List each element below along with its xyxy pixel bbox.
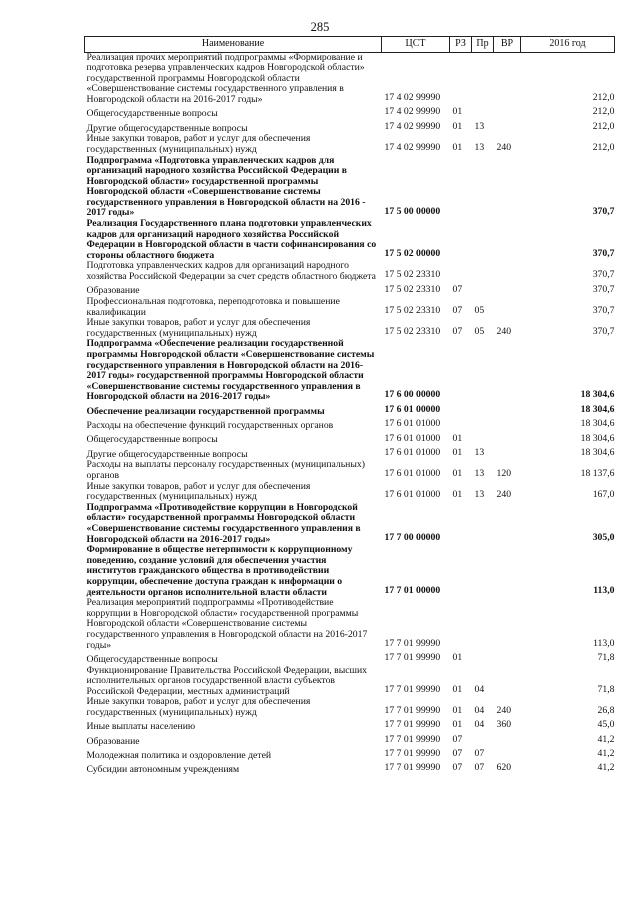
table-row (85, 666, 615, 698)
cell-cst: 17 7 01 00000 (384, 584, 441, 596)
cell-name: Реализация прочих мероприятий подпрограммы «Формирование и подготовка резерва управленческих кадров Новгородской области» государственной программы Новгородской области «Совершенствование системы государственного управления в Новгородской области на 2016-2017 годы» (86, 51, 365, 105)
cell-rz: 01 (452, 489, 463, 501)
cell-sum: 212,0 (592, 120, 615, 132)
cell-sum: 18 304,6 (580, 446, 615, 458)
cell-sum: 370,7 (592, 325, 615, 337)
cell-pr (472, 651, 494, 665)
cell-pr (472, 261, 494, 282)
cell-pr: 13 (474, 446, 485, 458)
cell-rz: 07 (452, 733, 463, 745)
cell-pr (472, 52, 494, 105)
cell-cst: 17 7 01 99990 (384, 719, 441, 731)
cell-cst: 17 7 01 99990 (384, 748, 441, 760)
cell-rz: 01 (452, 719, 463, 731)
table-row (85, 762, 615, 776)
table-row (85, 417, 615, 431)
table-row (85, 134, 615, 155)
cell-vr (494, 503, 521, 545)
cell-cst: 17 4 02 99990 (384, 106, 441, 118)
cell-name: Иные закупки товаров, работ и услуг для обеспечения государственных (муниципальных) нужд (86, 317, 311, 339)
table-body (85, 52, 615, 776)
cell-sum: 167,0 (592, 489, 615, 501)
cell-pr: 05 (474, 304, 485, 316)
table-row (85, 339, 615, 403)
cell-rz (450, 598, 472, 651)
cell-sum: 18 304,6 (580, 432, 615, 444)
cell-rz: 01 (452, 106, 463, 118)
table-row (85, 283, 615, 297)
cell-rz: 01 (452, 652, 463, 664)
table-row (85, 651, 615, 665)
cell-cst: 17 4 02 99990 (384, 142, 441, 154)
cell-cst: 17 4 02 99990 (384, 92, 441, 104)
table-row (85, 297, 615, 318)
cell-cst: 17 7 01 99990 (384, 762, 441, 774)
cell-cst: 17 5 02 23310 (384, 304, 441, 316)
cell-rz: 01 (452, 142, 463, 154)
cell-name: Формирование в обществе нетерпимости к коррупционному поведению, создание условий для обеспечения участия институтов гражданского общества в противодействии коррупции, обеспечение доступа граждан к информации о деятельности органов исполнительной власти области (86, 544, 353, 598)
cell-vr (494, 733, 521, 747)
table-row (85, 219, 615, 261)
cell-vr (494, 283, 521, 297)
cell-sum: 370,7 (592, 269, 615, 281)
cell-sum: 212,0 (592, 106, 615, 118)
cell-sum: 45,0 (597, 719, 615, 731)
table-row (85, 403, 615, 417)
cell-name: Обеспечение реализации государственной программы (86, 405, 325, 417)
cell-pr (472, 733, 494, 747)
cell-name: Другие общегосударственные вопросы (86, 448, 248, 460)
table-row (85, 432, 615, 446)
table-row (85, 697, 615, 718)
cell-pr (472, 156, 494, 220)
cell-cst: 17 4 02 99990 (384, 120, 441, 132)
header-year: 2016 год (521, 37, 615, 53)
header-name: Наименование (85, 37, 382, 53)
cell-sum: 71,8 (597, 652, 615, 664)
cell-sum: 41,2 (597, 748, 615, 760)
cell-sum: 18 304,6 (580, 403, 615, 415)
cell-rz: 07 (452, 748, 463, 760)
cell-sum: 305,0 (592, 531, 615, 543)
cell-rz (450, 417, 472, 431)
cell-cst: 17 5 02 23310 (384, 325, 441, 337)
cell-sum: 212,0 (592, 92, 615, 104)
table-row (85, 52, 615, 105)
cell-pr: 13 (474, 468, 485, 480)
cell-name: Общегосударственные вопросы (86, 108, 218, 120)
page-number: 285 (310, 20, 330, 34)
cell-cst: 17 5 02 23310 (384, 283, 441, 295)
cell-sum: 18 304,6 (580, 418, 615, 430)
cell-cst: 17 6 01 01000 (384, 468, 441, 480)
cell-rz: 01 (452, 432, 463, 444)
cell-name: Иные закупки товаров, работ и услуг для обеспечения государственных (муниципальных) нужд (86, 480, 311, 503)
cell-pr (472, 339, 494, 403)
cell-pr (472, 503, 494, 545)
cell-name: Иные закупки товаров, работ и услуг для обеспечения государственных (муниципальных) нужд (86, 696, 311, 718)
cell-sum: 41,2 (597, 762, 615, 774)
cell-name: Другие общегосударственные вопросы (86, 122, 248, 134)
header-cst: ЦСТ (382, 37, 450, 53)
cell-pr (472, 432, 494, 446)
cell-vr (494, 432, 521, 446)
cell-vr (494, 747, 521, 761)
cell-name: Подпрограмма «Обеспечение реализации государственной программы Новгородской области «Совершенствование системы государственного управления в Новгородской области на 2016-2017 годы» государственной программы Новгородской области «Совершенствование системы государственного управления в Новгородской области на 2016-2017 годы» (86, 338, 375, 403)
cell-cst: 17 7 01 99990 (384, 683, 441, 695)
cell-cst: 17 6 00 00000 (384, 389, 441, 401)
cell-sum: 370,7 (592, 283, 615, 295)
table-row (85, 446, 615, 460)
cell-vr (494, 446, 521, 460)
cell-name: Подготовка управленческих кадров для организаций народного хозяйства Российской Федерации за счет средств областного бюджета (86, 260, 376, 283)
cell-cst: 17 7 00 00000 (384, 531, 441, 543)
cell-cst: 17 6 01 00000 (384, 403, 441, 415)
cell-pr (472, 403, 494, 417)
cell-name: Иные выплаты населению (86, 721, 196, 733)
cell-rz (450, 545, 472, 598)
table-row (85, 747, 615, 761)
cell-pr (472, 283, 494, 297)
cell-vr (494, 339, 521, 403)
cell-cst: 17 7 01 99990 (384, 704, 441, 716)
table-row (85, 120, 615, 134)
table-row (85, 503, 615, 545)
cell-name: Подпрограмма «Противодействие коррупции в Новгородской области» государственной программы Новгородской области «Совершенствование системы государственного управления в Новгородской области на 2016-2017 годы» (86, 501, 361, 545)
cell-vr (494, 219, 521, 261)
cell-rz (450, 52, 472, 105)
cell-name: Реализация Государственного плана подготовки управленческих кадров для организаций народного хозяйства Российской Федерации в Новгородской области в части софинансирования со стороны областного бюджета (86, 218, 377, 261)
cell-cst: 17 6 01 01000 (384, 432, 441, 444)
cell-name: Реализация мероприятий подпрограммы «Противодействие коррупции в Новгородской области» государственной программы Новгородской области «Совершенствование системы государственного управления в Новгородской области на 2016-2017 годы» (86, 597, 368, 651)
cell-vr (494, 106, 521, 120)
cell-rz: 07 (452, 762, 463, 774)
cell-sum: 18 137,6 (580, 468, 615, 480)
cell-vr (494, 403, 521, 417)
cell-vr (494, 545, 521, 598)
cell-pr: 04 (474, 704, 485, 716)
cell-vr: 620 (496, 762, 512, 774)
cell-pr: 07 (474, 748, 485, 760)
cell-name: Иные закупки товаров, работ и услуг для обеспечения государственных (муниципальных) нужд (86, 133, 311, 155)
header-rz: РЗ (450, 37, 472, 53)
budget-table (84, 36, 615, 776)
cell-pr (472, 106, 494, 120)
table-row (85, 318, 615, 339)
table-row (85, 598, 615, 651)
cell-name: Общегосударственные вопросы (86, 653, 218, 665)
cell-vr: 240 (496, 142, 512, 154)
table-row (85, 718, 615, 732)
cell-pr: 13 (474, 489, 485, 501)
cell-name: Молодежная политика и оздоровление детей (86, 750, 272, 761)
cell-sum: 370,7 (592, 205, 615, 217)
cell-pr (472, 417, 494, 431)
cell-pr (472, 219, 494, 261)
cell-pr: 13 (474, 120, 485, 132)
cell-rz: 01 (452, 468, 463, 480)
cell-rz (450, 156, 472, 220)
cell-cst: 17 6 01 01000 (384, 489, 441, 501)
cell-rz: 01 (452, 704, 463, 716)
table-row (85, 156, 615, 220)
cell-sum: 41,2 (597, 733, 615, 745)
cell-name: Образование (86, 735, 140, 747)
cell-sum: 113,0 (593, 637, 615, 649)
table-row (85, 733, 615, 747)
cell-sum: 18 304,6 (580, 389, 615, 401)
cell-vr (494, 666, 521, 698)
cell-sum: 370,7 (592, 304, 615, 316)
cell-rz: 01 (452, 120, 463, 132)
cell-pr: 05 (474, 325, 485, 337)
cell-name: Субсидии автономным учреждениям (86, 764, 240, 776)
cell-name: Функционирование Правительства Российской Федерации, высших исполнительных органов государственной власти субъектов Российской Федерации, местных администраций (86, 664, 368, 697)
cell-pr: 13 (474, 142, 485, 154)
cell-cst: 17 7 01 99990 (384, 652, 441, 664)
cell-vr: 240 (496, 704, 512, 716)
cell-sum: 26,8 (597, 704, 615, 716)
cell-vr (494, 120, 521, 134)
cell-vr: 240 (496, 489, 512, 501)
cell-sum: 71,8 (597, 683, 615, 695)
table-header (85, 37, 615, 53)
cell-name: Расходы на выплаты персоналу государственных (муниципальных) органов (86, 459, 365, 482)
cell-rz (450, 503, 472, 545)
cell-vr (494, 52, 521, 105)
cell-cst: 17 7 01 99990 (384, 637, 441, 649)
cell-vr: 120 (496, 468, 512, 480)
cell-name: Общегосударственные вопросы (86, 434, 218, 446)
cell-cst: 17 7 01 99990 (384, 733, 441, 745)
cell-cst: 17 6 01 01000 (384, 418, 441, 430)
table-row (85, 482, 615, 503)
cell-vr (494, 156, 521, 220)
cell-rz: 01 (452, 446, 463, 458)
cell-cst: 17 6 01 01000 (384, 446, 441, 458)
table-row (85, 261, 615, 282)
cell-vr (494, 261, 521, 282)
table-row (85, 106, 615, 120)
cell-vr (494, 417, 521, 431)
cell-vr: 360 (496, 719, 512, 731)
cell-vr (494, 651, 521, 665)
cell-rz (450, 219, 472, 261)
cell-pr (472, 545, 494, 598)
cell-pr: 07 (474, 762, 485, 774)
cell-vr: 240 (496, 325, 512, 337)
cell-cst: 17 5 00 00000 (384, 205, 441, 217)
cell-rz: 07 (452, 304, 463, 316)
header-pr: Пр (472, 37, 494, 53)
cell-rz (450, 339, 472, 403)
cell-name: Образование (86, 285, 140, 297)
cell-name: Расходы на обеспечение функций государственных органов (86, 420, 334, 432)
cell-sum: 370,7 (592, 247, 615, 259)
cell-pr (472, 598, 494, 651)
cell-rz (450, 261, 472, 282)
cell-rz: 01 (452, 683, 463, 695)
cell-vr (494, 297, 521, 318)
cell-pr: 04 (474, 719, 485, 731)
cell-cst: 17 5 02 00000 (384, 247, 441, 259)
cell-name: Подпрограмма «Подготовка управленческих кадров для организаций народного хозяйства Российской Федерации в Новгородской области» государственной программы Новгородской области «Совершенствование системы государственного управления в Новгородской области на 2016 - 2017 годы» (86, 154, 366, 219)
cell-rz (450, 403, 472, 417)
cell-cst: 17 5 02 23310 (384, 269, 441, 281)
cell-rz: 07 (452, 283, 463, 295)
header-vr: ВР (494, 37, 521, 53)
cell-rz: 07 (452, 325, 463, 337)
table-row (85, 460, 615, 481)
cell-pr: 04 (474, 683, 485, 695)
table-row (85, 545, 615, 598)
cell-name: Профессиональная подготовка, переподготовка и повышение квалификации (86, 296, 340, 318)
cell-sum: 212,0 (592, 142, 615, 154)
cell-sum: 113,0 (593, 584, 615, 596)
cell-vr (494, 598, 521, 651)
